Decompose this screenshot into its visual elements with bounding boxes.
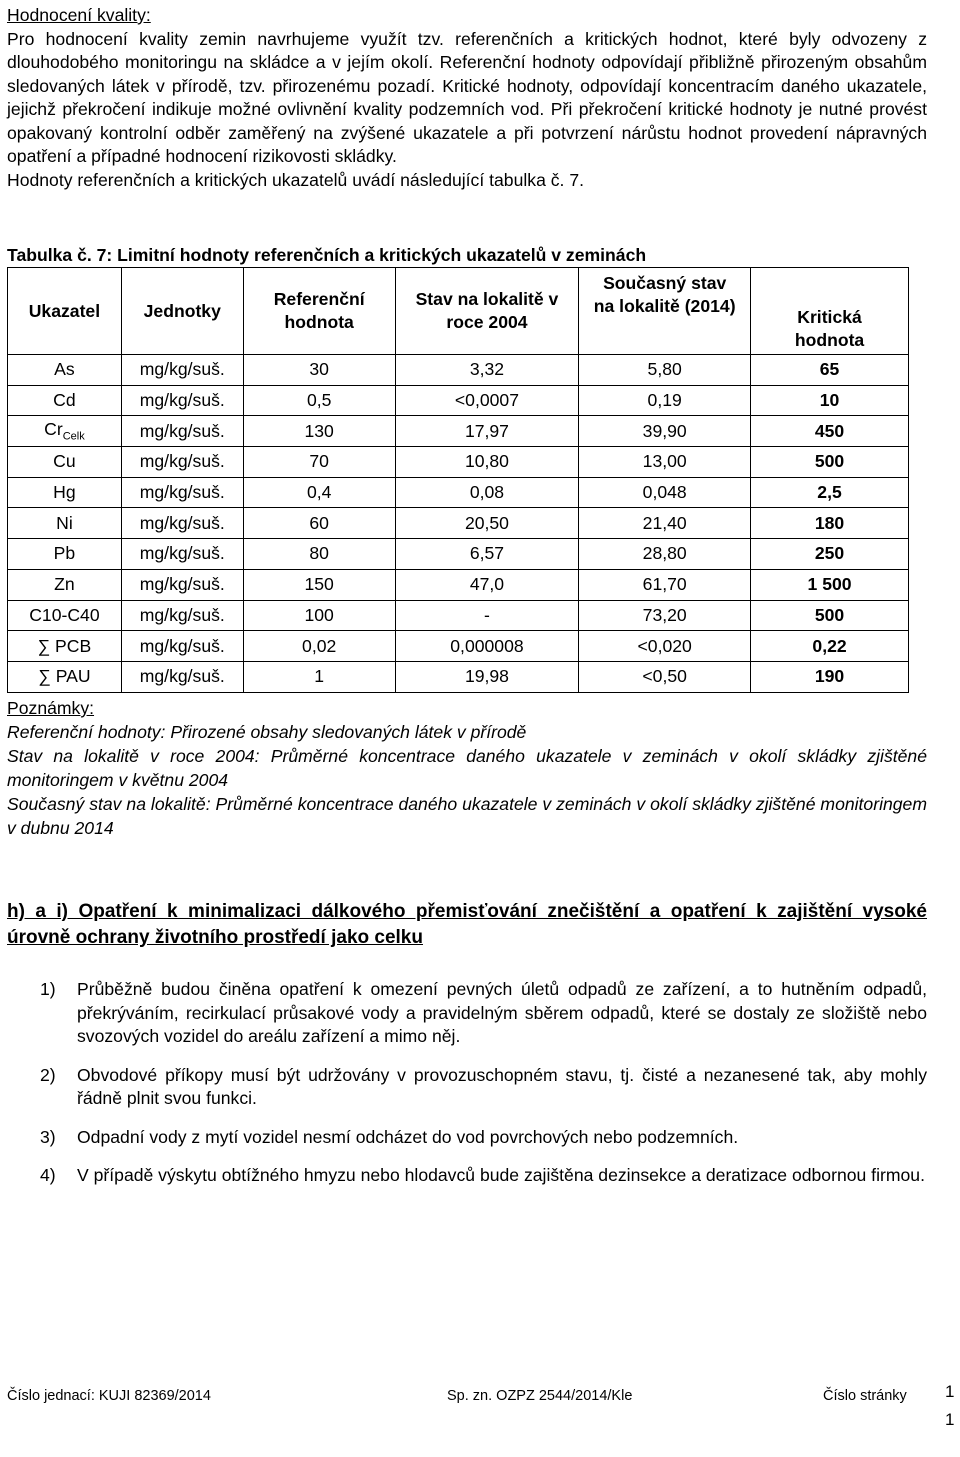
cell-jednotky [121,569,243,600]
cell-ukazatel-text: Cr [44,419,63,440]
cell-jednotky [121,385,243,416]
note-item: Stav na lokalitě v roce 2004: Průměrné koncentrace daného ukazatele v zeminách v okolí skládky zjištěné monitoringem v květnu 2004 [7,746,927,790]
limits-table [7,267,909,693]
cell-stav-2004-text: 3,32 [469,359,505,380]
cell-kriticka-text: 450 [814,420,845,441]
cell-stav-2004 [395,600,579,631]
cell-soucasny-stav-text: 21,40 [642,512,687,533]
cell-referencni [243,385,395,416]
cell-soucasny-stav [579,569,751,600]
cell-stav-2004 [395,539,579,570]
cell-soucasny-stav-text: 0,19 [647,390,682,411]
cell-ukazatel-text: ∑ PCB [37,635,92,656]
cell-ukazatel [8,447,122,478]
cell-jednotky [121,355,243,386]
col-header-referencni: Referenční hodnota [243,268,395,355]
cell-kriticka [751,569,909,600]
cell-ukazatel-text: Ni [56,512,73,533]
cell-referencni-text: 130 [304,420,334,441]
cell-jednotky-text: mg/kg/suš. [139,666,225,687]
cell-referencni-text: 1 [314,666,325,687]
cell-jednotky [121,477,243,508]
cell-stav-2004 [395,447,579,478]
cell-kriticka [751,631,909,662]
cell-referencni-text: 150 [304,574,334,595]
table-row [8,355,909,386]
cell-ukazatel [8,631,122,662]
cell-soucasny-stav [579,661,751,692]
cell-soucasny-stav-text: 61,70 [642,574,687,595]
cell-jednotky [121,631,243,662]
cell-jednotky-text: mg/kg/suš. [139,512,225,533]
cell-jednotky [121,416,243,447]
cell-kriticka [751,355,909,386]
cell-soucasny-stav-text: 13,00 [642,451,687,472]
cell-soucasny-stav-text: <0,50 [642,666,687,687]
cell-kriticka [751,477,909,508]
cell-jednotky [121,539,243,570]
list-item [7,1064,927,1111]
cell-stav-2004 [395,631,579,662]
table-row [8,416,909,447]
cell-referencni-text: 80 [309,543,329,564]
cell-subscript: Celk [62,430,85,443]
cell-jednotky-text: mg/kg/suš. [139,451,225,472]
cell-ukazatel [8,539,122,570]
cell-ukazatel [8,661,122,692]
note-item: Současný stav na lokalitě: Průměrné koncentrace daného ukazatele v zeminách v okolí skládky zjištěné monitoringem v dubnu 2014 [7,794,927,838]
cell-soucasny-stav-text: 39,90 [642,420,687,441]
cell-soucasny-stav [579,355,751,386]
cell-stav-2004 [395,477,579,508]
cell-ukazatel-text: C10-C40 [29,604,100,625]
col-header-stav-2004: Stav na lokalitě v roce 2004 [395,268,579,355]
cell-ukazatel [8,600,122,631]
table-row [8,661,909,692]
cell-referencni [243,416,395,447]
list-item [7,1126,927,1150]
cell-kriticka-text: 2,5 [817,482,842,503]
cell-ukazatel [8,355,122,386]
table-row [8,447,909,478]
cell-soucasny-stav [579,385,751,416]
cell-jednotky [121,508,243,539]
cell-jednotky-text: mg/kg/suš. [139,390,225,411]
cell-kriticka-text: 190 [814,666,845,687]
list-item-text: Obvodové příkopy musí být udržovány v provozuschopném stavu, tj. čisté a nezanesené tak, aby mohly řádně plnit svou funkci. [77,1064,927,1108]
cell-referencni-text: 0,02 [302,635,337,656]
cell-jednotky-text: mg/kg/suš. [139,574,225,595]
cell-soucasny-stav-text: 0,048 [642,482,687,503]
cell-kriticka [751,416,909,447]
cell-soucasny-stav [579,447,751,478]
cell-soucasny-stav [579,600,751,631]
cell-ukazatel-text: Cu [53,451,76,472]
cell-jednotky-text: mg/kg/suš. [139,604,225,625]
cell-soucasny-stav [579,631,751,662]
cell-ukazatel-text: As [54,359,75,380]
cell-referencni-text: 0,4 [306,482,332,503]
list-item-number: 4) [40,1165,56,1185]
cell-ukazatel [8,569,122,600]
cell-kriticka [751,447,909,478]
cell-referencni [243,661,395,692]
cell-stav-2004 [395,661,579,692]
cell-ukazatel [8,416,122,447]
list-item-number: 2) [40,1064,56,1085]
cell-stav-2004-text: 6,57 [469,543,505,564]
cell-jednotky [121,447,243,478]
cell-ukazatel-text: Hg [53,482,76,503]
cell-stav-2004-text: 0,000008 [450,635,524,656]
table-row [8,385,909,416]
cell-referencni [243,508,395,539]
cell-soucasny-stav [579,539,751,570]
measures-list [7,978,927,1203]
cell-kriticka-text: 500 [814,451,845,472]
cell-kriticka-text: 500 [814,604,845,625]
cell-referencni [243,355,395,386]
cell-referencni-text: 0,5 [306,390,332,411]
cell-jednotky-text: mg/kg/suš. [139,482,225,503]
quality-heading: Hodnocení kvality: [7,5,151,25]
cell-stav-2004 [395,569,579,600]
cell-stav-2004 [395,508,579,539]
intro-paragraph-2: Hodnoty referenčních a kritických ukazatelů uvádí následující tabulka č. 7. [7,169,584,190]
notes-heading: Poznámky: [7,698,95,718]
cell-kriticka [751,600,909,631]
note-item: Referenční hodnoty: Přirozené obsahy sledovaných látek v přírodě [7,722,527,742]
list-item [7,978,927,1049]
table-row [8,539,909,570]
table-header-row [8,268,909,355]
cell-referencni [243,447,395,478]
cell-kriticka-text: 10 [819,390,840,411]
cell-stav-2004 [395,355,579,386]
footer-page-label: Číslo stránky [823,1388,907,1404]
col-header-soucasny-stav: Současný stav na lokalitě (2014) [579,268,751,355]
cell-stav-2004-text: 0,08 [469,482,505,503]
cell-soucasny-stav [579,477,751,508]
table-row [8,477,909,508]
footer-page-number: 1 [945,1382,955,1401]
cell-jednotky [121,661,243,692]
cell-ukazatel-text: Cd [53,390,76,411]
cell-stav-2004 [395,416,579,447]
cell-referencni [243,477,395,508]
cell-ukazatel [8,477,122,508]
cell-jednotky-text: mg/kg/suš. [139,543,225,564]
cell-kriticka [751,539,909,570]
cell-kriticka [751,661,909,692]
cell-soucasny-stav-text: 5,80 [647,359,682,380]
cell-jednotky-text: mg/kg/suš. [139,635,225,656]
cell-stav-2004-text: 20,50 [464,512,509,533]
cell-kriticka-text: 250 [814,543,845,564]
cell-ukazatel [8,508,122,539]
footer-file-mark: Sp. zn. OZPZ 2544/2014/Kle [447,1388,633,1404]
cell-referencni [243,539,395,570]
cell-jednotky [121,600,243,631]
list-item [7,1164,927,1188]
cell-ukazatel [8,385,122,416]
cell-kriticka [751,508,909,539]
cell-kriticka-text: 1 500 [807,574,852,595]
cell-stav-2004-text: 47,0 [469,574,505,595]
cell-kriticka [751,385,909,416]
table-title: Tabulka č. 7: Limitní hodnoty referenčních a kritických ukazatelů v zeminách [7,245,647,265]
intro-paragraph: Pro hodnocení kvality zemin navrhujeme využít tzv. referenčních a kritických hodnot, které byly odvozeny z dlouhodobého monitoringu na skládce a v jejím okolí. Referenční hodnoty odpovídají přibližně přirozeným obsahům sledovaných látek v přírodě, tzv. přirozenému pozadí. Kritické hodnoty, odpovídají koncentracím daného ukazatele, jejichž překročení indikuje možné ovlivnění kvality podzemních vod. Při překročení kritické hodnoty je nutné provést opakovaný kontrolní odběr zaměřený na zvýšené ukazatele a při potvrzení nárůstu hodnot provedení nápravných opatření a případné hodnocení rizikovosti skládky. [7,28,927,166]
cell-referencni-text: 100 [304,604,334,625]
cell-stav-2004-text: 17,97 [464,420,509,441]
cell-soucasny-stav [579,508,751,539]
list-item-text: V případě výskytu obtížného hmyzu nebo hlodavců bude zajištěna dezinsekce a deratizace odbornou firmou. [77,1165,925,1185]
cell-stav-2004-text: 10,80 [464,451,509,472]
cell-soucasny-stav [579,416,751,447]
cell-kriticka-text: 0,22 [812,635,847,656]
intro-section [7,0,927,192]
list-item-text: Průběžně budou činěna opatření k omezení pevných úletů odpadů ze zařízení, a to hutněním odpadů, překrýváním, recirkulací průsakové vody a pravidelným sběrem odpadů, které se dostaly ze složiště nebo svozových vozidel do areálu zařízení a mimo něj. [77,979,927,1046]
cell-ukazatel-text: Pb [53,543,76,564]
footer-page-total: 1 [945,1410,955,1429]
col-header-jednotky: Jednotky [121,268,243,355]
table-row [8,569,909,600]
cell-ukazatel-text: ∑ PAU [38,666,91,687]
table-row [8,600,909,631]
cell-stav-2004 [395,385,579,416]
table-row [8,631,909,662]
cell-stav-2004-text: - [484,604,490,625]
cell-kriticka-text: 65 [819,359,840,380]
table-row [8,508,909,539]
list-item-text: Odpadní vody z mytí vozidel nesmí odcházet do vod povrchových nebo podzemních. [77,1126,739,1147]
cell-referencni [243,600,395,631]
cell-referencni-text: 30 [309,359,329,380]
cell-soucasny-stav-text: 28,80 [642,543,687,564]
cell-stav-2004-text: 19,98 [464,666,509,687]
notes-section [7,696,927,840]
cell-referencni [243,569,395,600]
cell-jednotky-text: mg/kg/suš. [139,359,225,380]
section-heading: h) a i) Opatření k minimalizaci dálkového přemisťování znečištění a opatření k zajištění vysoké úrovně ochrany životního prostředí jako celku [7,901,927,948]
list-item-number: 1) [40,979,56,999]
cell-referencni-text: 60 [309,512,329,533]
col-header-ukazatel: Ukazatel [8,268,122,355]
col-header-kriticka: Kritická hodnota [751,268,909,355]
cell-referencni [243,631,395,662]
cell-jednotky-text: mg/kg/suš. [139,420,225,441]
cell-soucasny-stav-text: 73,20 [642,604,687,625]
footer-reference-number: Číslo jednací: KUJI 82369/2014 [7,1388,211,1404]
list-item-number: 3) [40,1126,56,1147]
cell-stav-2004-text: <0,0007 [454,390,519,411]
cell-ukazatel-text: Zn [54,574,75,595]
cell-soucasny-stav-text: <0,020 [637,635,692,656]
cell-referencni-text: 70 [309,451,329,472]
cell-kriticka-text: 180 [814,512,845,533]
